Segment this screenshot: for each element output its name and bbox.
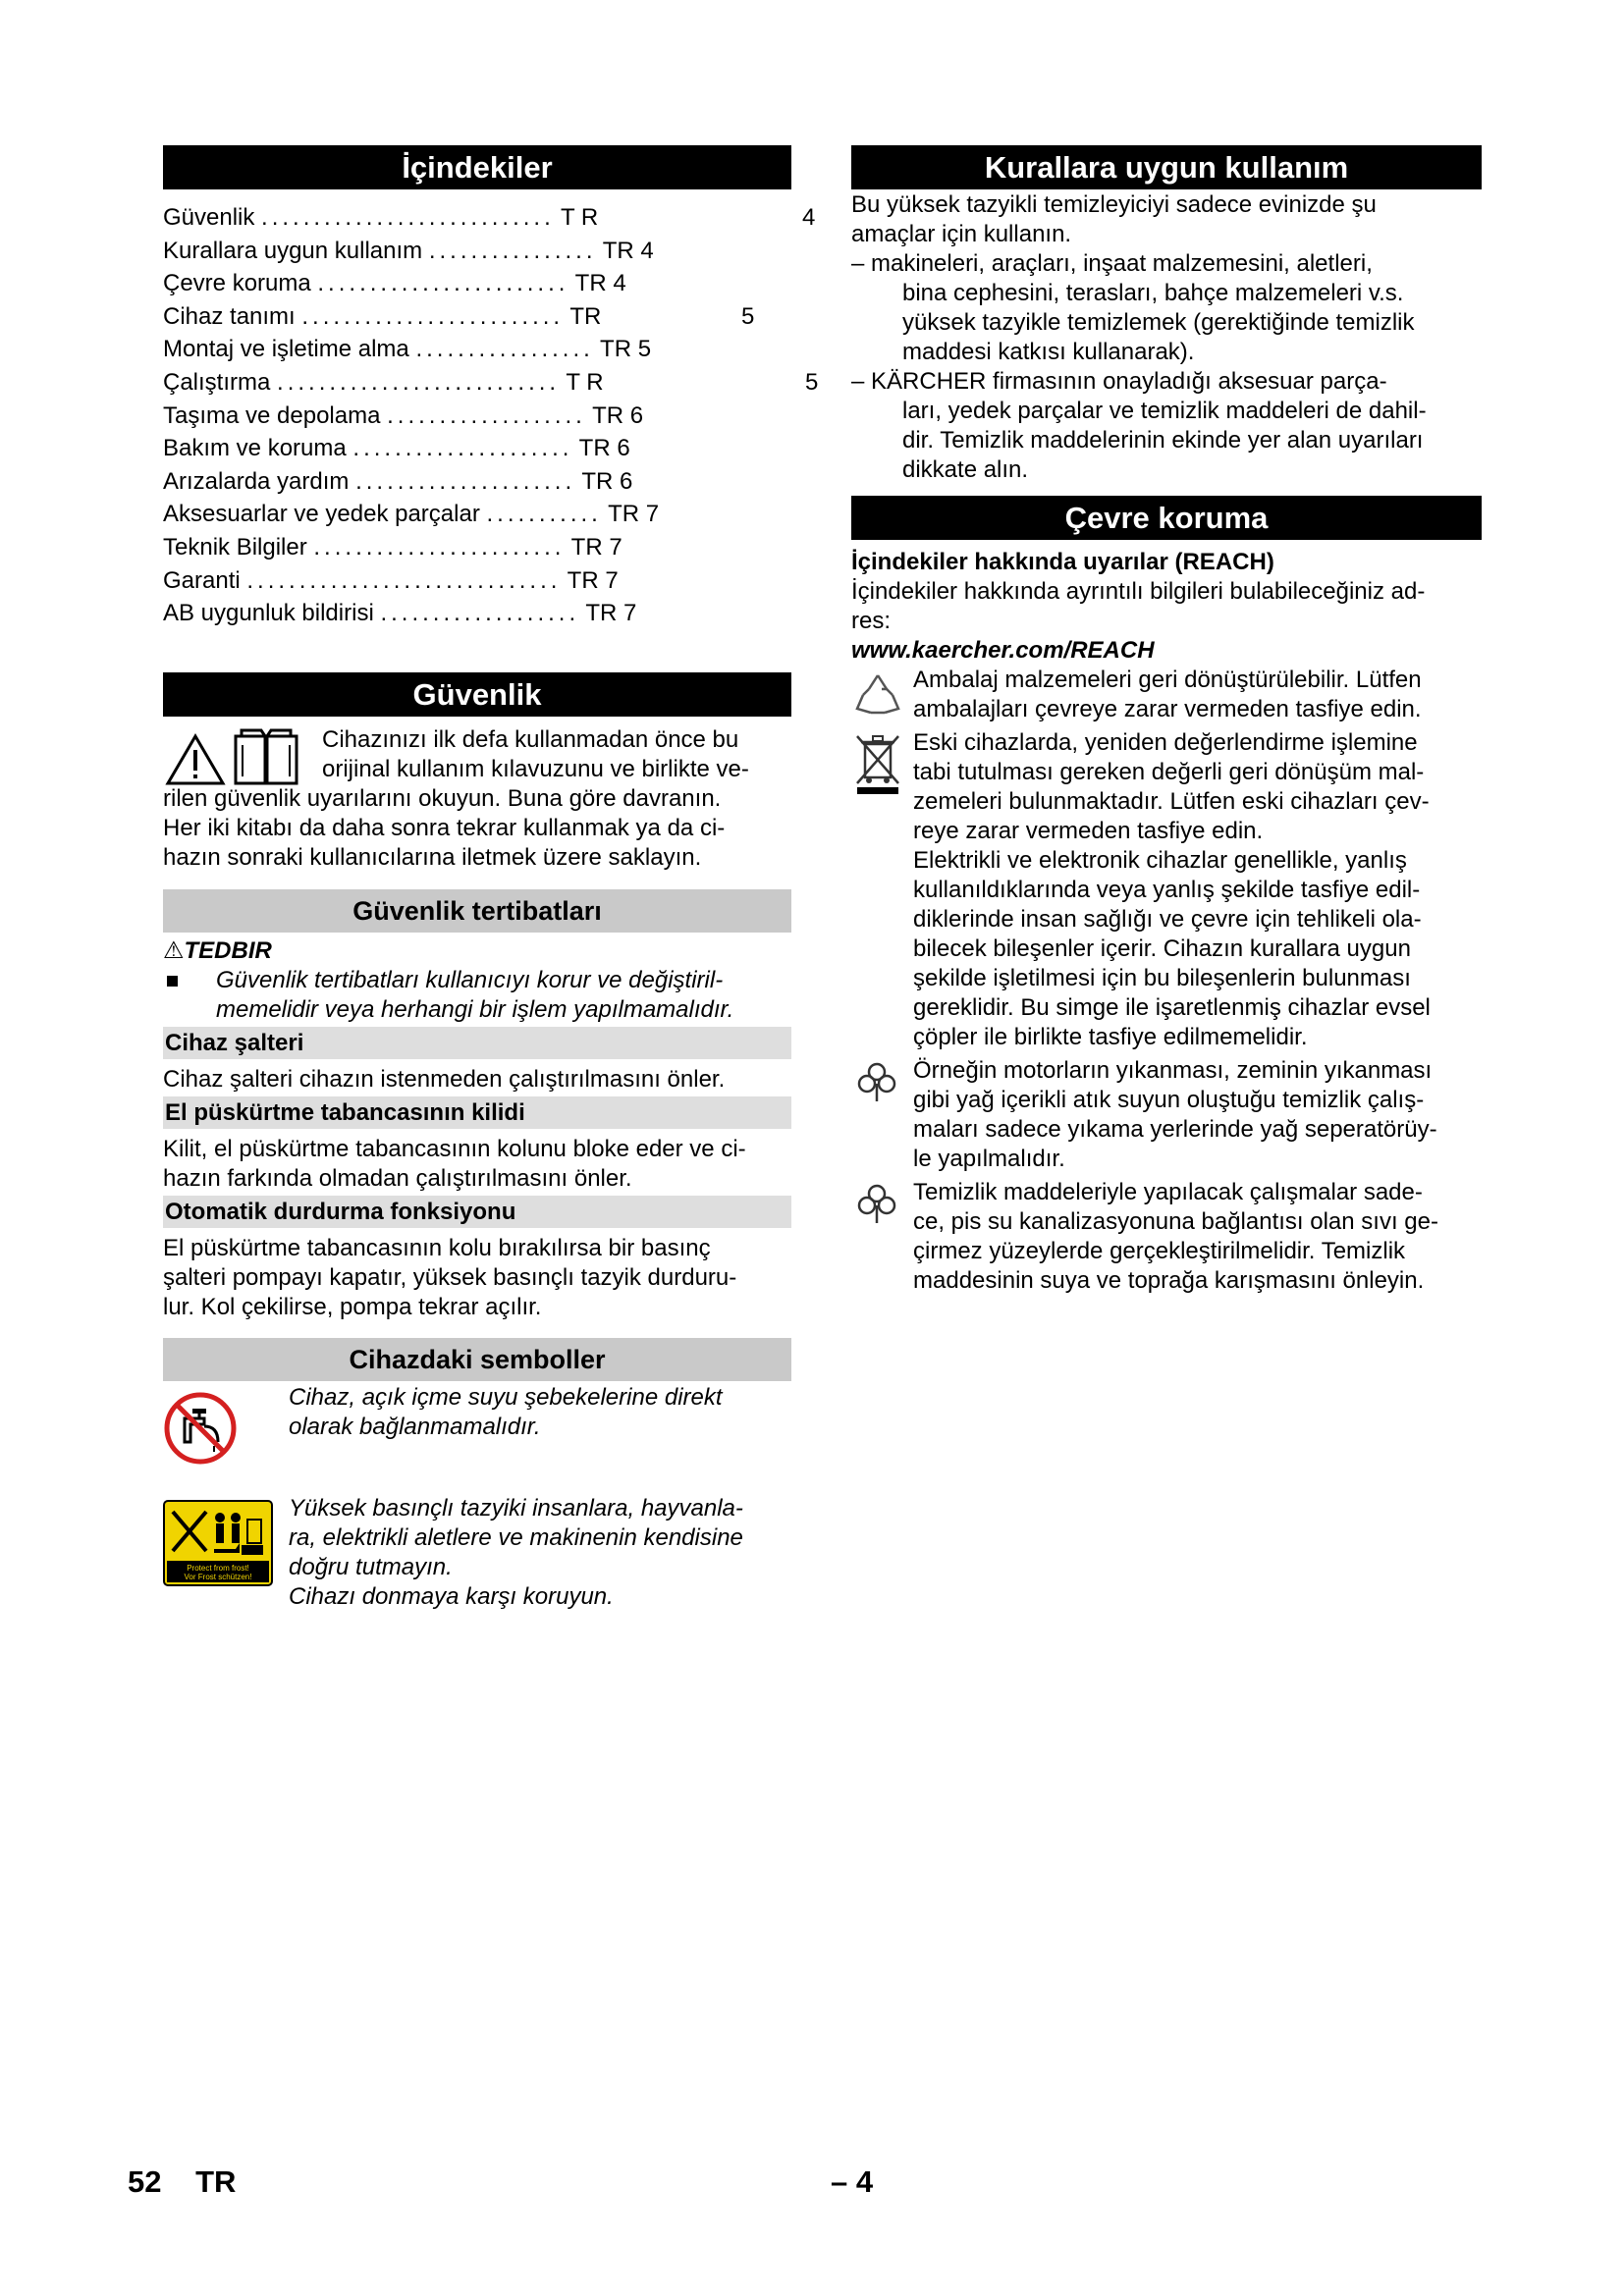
recycle-icon — [853, 669, 902, 719]
symbol-2-line-4: Cihazı donmaya karşı koruyun. — [289, 1582, 614, 1610]
cevre-body — [851, 548, 1482, 1296]
toc-item-page: TR 7 — [608, 501, 660, 528]
toc-leader-dots: ..................... — [352, 435, 573, 462]
toc-item[interactable] — [163, 432, 791, 465]
toc-item-page: T R — [566, 368, 604, 396]
dash1-line-1: – makineleri, araçları, inşaat malzemesini, aletleri, — [851, 250, 1373, 277]
toc-leader-dots: ......................... — [301, 302, 565, 330]
toc-item-page: TR 4 — [574, 270, 626, 297]
recycle-line-1: Ambalaj malzemeleri geri dönüştürülebilir. Lütfen — [913, 667, 1422, 693]
dash2-line-2: ları, yedek parçalar ve temizlik maddeleri de dahil- — [902, 398, 1427, 424]
caution-icon: ⚠ — [163, 936, 185, 964]
oil-line-3: maları sadece yıkama yerlerinde yağ seperatörüy- — [913, 1116, 1437, 1143]
semboller-heading: Cihazdaki semboller — [163, 1338, 791, 1381]
toc-item[interactable] — [163, 597, 791, 630]
dash2-line-4: dikkate alın. — [902, 456, 1029, 483]
footer-page — [128, 2164, 236, 2200]
toc-leader-dots: ........................... — [277, 368, 561, 396]
dash1-line-4: maddesi katkısı kullanarak). — [902, 339, 1195, 365]
toc-item-label: Çalıştırma — [163, 368, 271, 396]
toc-leader-dots: ..................... — [355, 467, 576, 495]
toc-item-label: Bakım ve koruma — [163, 435, 347, 462]
kilit-heading: El püskürtme tabancasının kilidi — [163, 1096, 791, 1129]
toc-item-page: TR 6 — [581, 467, 633, 495]
toc-item-page: T R — [560, 204, 599, 231]
toc-item-page: TR 5 — [600, 336, 652, 363]
intro-line-3: rilen güvenlik uyarılarını okuyun. Buna göre davranın. — [163, 784, 722, 812]
toc-heading: İçindekiler — [163, 145, 791, 189]
otomatik-line-3: lur. Kol çekilirse, pompa tekrar açılır. — [163, 1293, 542, 1320]
toc-item-label: Çevre koruma — [163, 270, 311, 297]
bullet-square-icon — [167, 976, 178, 987]
warning-triangle-icon — [165, 733, 226, 786]
dash2-line-1: – KÄRCHER firmasının onayladığı aksesuar parça- — [851, 368, 1387, 395]
weee-line-7: diklerinde insan sağlığı ve çevre için tehlikeli ola- — [913, 906, 1422, 933]
reach-url-link[interactable]: www.kaercher.com/REACH — [851, 637, 1155, 664]
weee-block — [851, 728, 1482, 1052]
recycle-block — [851, 666, 1482, 724]
toc-item-page: TR 6 — [592, 401, 644, 429]
tedbir-line-1: Güvenlik tertibatları kullanıcıyı korur ve değiştiril- — [216, 966, 724, 993]
toc-item[interactable] — [163, 465, 791, 499]
toc-item[interactable] — [163, 333, 791, 366]
toc-leader-dots: ............................ — [261, 204, 555, 231]
toc-item-page: TR — [569, 302, 602, 330]
toc-leader-dots: ................... — [380, 600, 580, 627]
toc-leader-dots: ........................ — [313, 533, 566, 561]
toc-item-label: Montaj ve işletime alma — [163, 336, 409, 363]
table-of-contents — [163, 201, 819, 630]
toc-item-page-number: 4 — [802, 204, 816, 231]
cihaz-salteri-heading: Cihaz şalteri — [163, 1027, 791, 1059]
toc-item[interactable] — [163, 366, 819, 400]
weee-line-8: bilecek bileşenler içerir. Cihazın kurallara uygun — [913, 935, 1411, 962]
kurallara-heading: Kurallara uygun kullanım — [851, 145, 1482, 189]
do-not-spray-people-frost-sign-icon — [163, 1500, 273, 1586]
crossed-bin-weee-icon — [853, 730, 904, 795]
toc-item[interactable] — [163, 300, 791, 334]
weee-line-9: şekilde işletilmesi için bu bileşenlerin bulunması — [913, 965, 1411, 991]
symbol-2-line-1: Yüksek basınçlı tazyiki insanlara, hayvanla- — [289, 1494, 743, 1522]
kilit-line-2: hazın farkında olmadan çalıştırılmasını önler. — [163, 1164, 632, 1192]
kurallara-intro-1: Bu yüksek tazyikli temizleyiciyi sadece evinizde şu — [851, 191, 1377, 218]
toc-item-label: Aksesuarlar ve yedek parçalar — [163, 501, 480, 528]
toc-leader-dots: ................. — [415, 336, 594, 363]
symbol-1-line-1: Cihaz, açık içme suyu şebekelerine direkt — [289, 1383, 723, 1411]
kurallara-body — [851, 190, 1482, 485]
toc-leader-dots: .............................. — [246, 566, 562, 594]
weee-line-1: Eski cihazlarda, yeniden değerlendirme işlemine — [913, 729, 1418, 756]
symbol-1-line-2: olarak bağlanmamalıdır. — [289, 1413, 541, 1440]
toc-item-label: Teknik Bilgiler — [163, 533, 307, 561]
toc-item-page: TR 6 — [578, 435, 630, 462]
toc-item-label: Kurallara uygun kullanım — [163, 237, 423, 264]
dash1-line-3: yüksek tazyikle temizlemek (gerektiğinde temizlik — [902, 309, 1415, 336]
recycle-line-2: ambalajları çevreye zarar vermeden tasfiye edin. — [913, 696, 1422, 722]
footer-page-number: 52 — [128, 2164, 162, 2199]
toc-item[interactable] — [163, 201, 816, 235]
symbol-item-1 — [163, 1383, 791, 1465]
weee-line-6: kullanıldıklarında veya yanlış şekilde tasfiye edil- — [913, 877, 1421, 903]
toc-leader-dots: ................ — [428, 237, 597, 264]
toc-item[interactable] — [163, 564, 791, 598]
otomatik-line-1: El püskürtme tabancasının kolu bırakılırsa bir basınç — [163, 1234, 711, 1261]
weee-line-2: tabi tutulması gereken değerli geri dönüşüm mal- — [913, 759, 1425, 785]
toc-item[interactable] — [163, 400, 791, 433]
tedbir-text: TEDBIR — [184, 936, 272, 964]
tedbir-line-2: memelidir veya herhangi bir işlem yapılmamalıdır. — [216, 995, 734, 1023]
intro-line-1: Cihazınızı ilk defa kullanmadan önce bu — [322, 725, 739, 753]
reach-line-1: İçindekiler hakkında ayrıntılı bilgileri bulabileceğiniz ad- — [851, 578, 1426, 605]
detergent-line-1: Temizlik maddeleriyle yapılacak çalışmalar sade- — [913, 1179, 1423, 1205]
sign-text-1: Protect from frost! — [187, 1563, 249, 1573]
tertibatlar-heading: Güvenlik tertibatları — [163, 889, 791, 933]
sign-text-2: Vor Frost schützen! — [184, 1572, 252, 1581]
footer-center: – 4 — [831, 2164, 874, 2199]
manual-book-icon — [234, 727, 298, 786]
tedbir-bullet — [163, 966, 791, 1025]
toc-item-page: TR 4 — [602, 237, 654, 264]
environment-hazard-icon — [857, 1182, 896, 1225]
dash1-line-2: bina cephesini, terasları, bahçe malzemeleri v.s. — [902, 280, 1404, 306]
toc-item-label: AB uygunluk bildirisi — [163, 600, 374, 627]
toc-item[interactable] — [163, 267, 791, 300]
environment-hazard-icon — [857, 1060, 896, 1103]
symbol-2-line-3: doğru tutmayın. — [289, 1553, 453, 1580]
oil-line-2: gibi yağ içerikli atık suyun oluştuğu temizlik çalış- — [913, 1087, 1425, 1113]
oil-block — [851, 1056, 1482, 1174]
detergent-line-4: maddesinin suya ve toprağa karışmasını önleyin. — [913, 1267, 1425, 1294]
symbol-2-line-2: ra, elektrikli aletlere ve makinenin kendisine — [289, 1523, 743, 1551]
toc-item[interactable] — [163, 531, 791, 564]
footer-lang: TR — [195, 2164, 237, 2199]
dash2-line-3: dir. Temizlik maddelerinin ekinde yer alan uyarıları — [902, 427, 1424, 454]
toc-item-page: TR 7 — [567, 566, 619, 594]
intro-line-4: Her iki kitabı da daha sonra tekrar kullanmak ya da ci- — [163, 814, 726, 841]
toc-item-label: Garanti — [163, 566, 241, 594]
kilit-line-1: Kilit, el püskürtme tabancasının kolunu bloke eder ve ci- — [163, 1135, 746, 1162]
toc-item-page-number: 5 — [805, 368, 819, 396]
toc-item-page: TR 7 — [570, 533, 623, 561]
left-column — [163, 145, 819, 1612]
intro-line-5: hazın sonraki kullanıcılarına iletmek üzere saklayın. — [163, 843, 702, 871]
weee-line-11: çöpler ile birlikte tasfiye edilmemelidir. — [913, 1024, 1308, 1050]
no-drinking-water-connection-icon — [163, 1391, 238, 1466]
guvenlik-heading: Güvenlik — [163, 672, 791, 717]
toc-item-label: Taşıma ve depolama — [163, 401, 381, 429]
toc-item-label: Cihaz tanımı — [163, 302, 296, 330]
toc-item[interactable] — [163, 235, 791, 268]
toc-item-page: TR 7 — [585, 600, 637, 627]
weee-line-4: reye zarar vermeden tasfiye edin. — [913, 818, 1264, 844]
weee-line-5: Elektrikli ve elektronik cihazlar genellikle, yanlış — [913, 847, 1407, 874]
toc-item-page-number: 5 — [741, 302, 755, 330]
otomatik-line-2: şalteri pompayı kapatır, yüksek basınçlı tazyik durduru- — [163, 1263, 737, 1291]
toc-leader-dots: ................... — [387, 401, 586, 429]
intro-line-2: orijinal kullanım kılavuzunu ve birlikte ve- — [322, 755, 749, 782]
cevre-heading: Çevre koruma — [851, 496, 1482, 540]
toc-leader-dots: ........................ — [317, 270, 569, 297]
detergent-block — [851, 1178, 1482, 1296]
toc-item-label: Güvenlik — [163, 204, 255, 231]
right-column — [851, 145, 1482, 1296]
detergent-line-2: ce, pis su kanalizasyonuna bağlantısı olan sıvı ge- — [913, 1208, 1438, 1235]
weee-line-3: zemeleri bulunmaktadır. Lütfen eski cihazları çev- — [913, 788, 1430, 815]
oil-line-4: le yapılmalıdır. — [913, 1146, 1065, 1172]
reach-heading: İçindekiler hakkında uyarılar (REACH) — [851, 549, 1274, 575]
toc-item[interactable] — [163, 498, 791, 531]
guvenlik-intro — [163, 725, 791, 873]
otomatik-heading: Otomatik durdurma fonksiyonu — [163, 1196, 791, 1228]
weee-line-10: gereklidir. Bu simge ile işaretlenmiş cihazlar evsel — [913, 994, 1431, 1021]
toc-leader-dots: ........... — [486, 501, 602, 528]
tedbir-label — [163, 936, 791, 966]
detergent-line-3: çirmez yüzeylerde gerçekleştirilmelidir. Temizlik — [913, 1238, 1406, 1264]
oil-line-1: Örneğin motorların yıkanması, zeminin yıkanması — [913, 1057, 1433, 1084]
toc-item-label: Arızalarda yardım — [163, 467, 350, 495]
symbol-item-2 — [163, 1494, 791, 1612]
reach-line-2: res: — [851, 608, 892, 634]
cihaz-salteri-line-1: Cihaz şalteri cihazın istenmeden çalıştırılmasını önler. — [163, 1065, 726, 1093]
kurallara-intro-2: amaçlar için kullanın. — [851, 221, 1072, 247]
